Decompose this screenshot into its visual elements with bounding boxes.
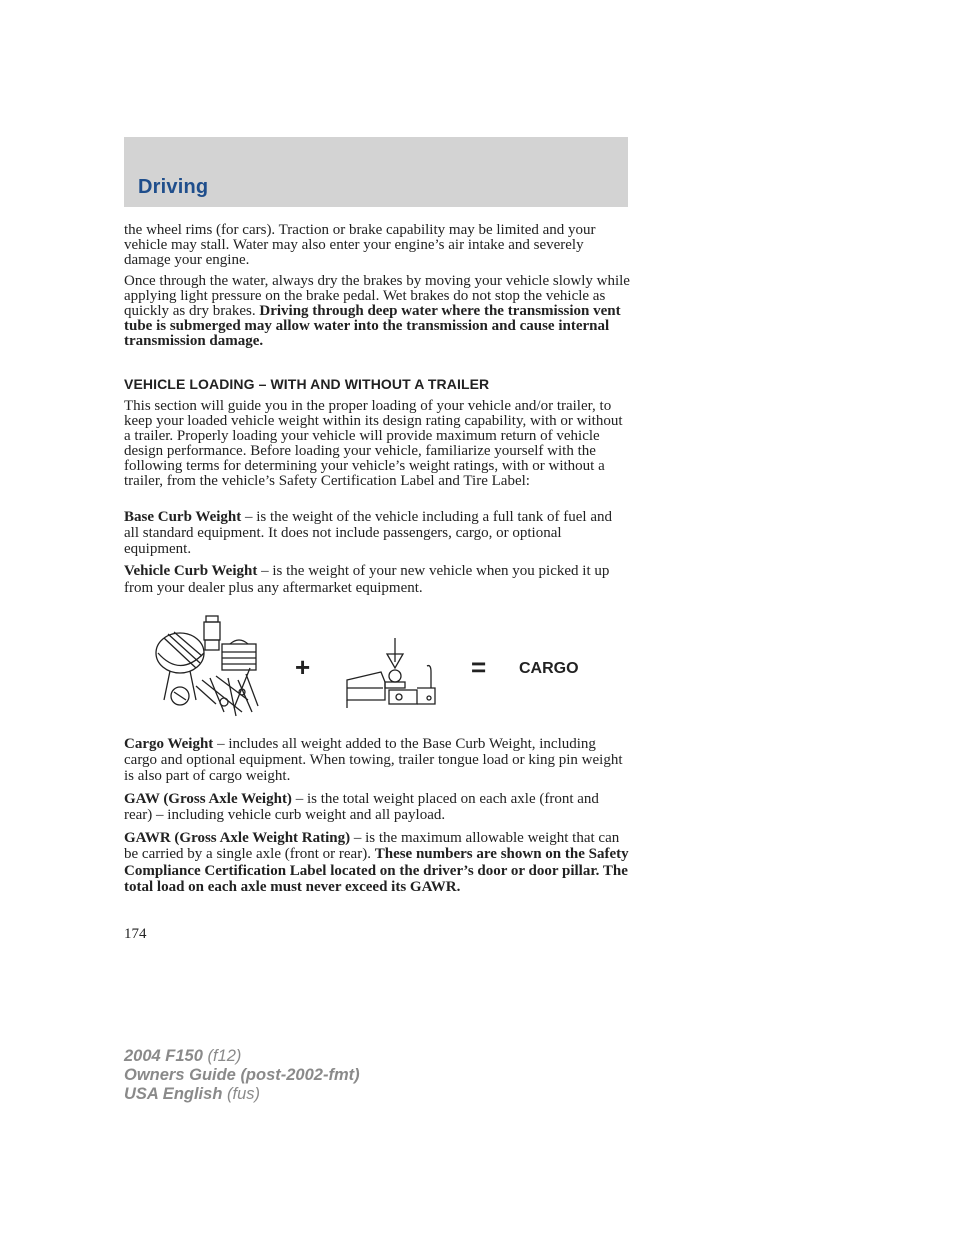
def-gawr: – is the maximum allowable weight that can be carried by a single axle (front or rear). [124,830,620,863]
footer-language: USA English [124,1085,223,1103]
term-gaw: GAW (Gross Axle Weight) [124,791,292,807]
page-number: 174 [124,926,147,942]
footer-guide: Owners Guide (post-2002-fmt) [124,1066,360,1084]
tongue-load-icon [345,636,440,726]
definition-base-curb-weight [124,509,630,557]
term-gawr: GAWR (Gross Axle Weight Rating) [124,830,351,846]
footer-line-language [124,1085,360,1104]
definition-cargo-weight [124,736,630,784]
def-vehicle-curb-weight: – is the weight of your new vehicle when you picked it up from your dealer plus any aftermarket equipment. [124,563,610,596]
cargo-result-label: CARGO [519,660,579,677]
document-footer [124,1047,360,1104]
section-title: Driving [138,176,209,198]
cargo-items-icon [150,608,280,723]
equals-operator: = [471,652,487,682]
footer-model: 2004 F150 [124,1047,203,1065]
def-cargo-weight: – includes all weight added to the Base Curb Weight, including cargo and optional equipment. When towing, trailer tongue load or king pin weight is also part of cargo weight. [124,736,623,784]
footer-model-code: (f12) [202,1047,242,1065]
definition-gawr [124,830,630,895]
term-cargo-weight: Cargo Weight [124,736,214,752]
gawr-warning: These numbers are shown on the Safety Compliance Certification Label located on the driver’s door or door pillar. The total load on each axle must never exceed its GAWR. [124,846,629,895]
plus-operator: + [295,652,311,682]
term-vehicle-curb-weight: Vehicle Curb Weight [124,563,258,579]
def-gaw: – is the total weight placed on each axle (front and rear) – including vehicle curb weight and all payload. [124,791,599,823]
term-base-curb-weight: Base Curb Weight [124,509,242,525]
paragraph-loading-intro: This section will guide you in the proper loading of your vehicle and/or trailer, to keep your loaded vehicle weight within its design rating capability, with or without a trailer. Properly loading your vehicle will provide maximum return of vehicle design performance. Before loading your vehicle, familiarize yourself with the following terms for determining your vehicle’s weight ratings, with or without a trailer, from the vehicle’s Safety Certification Label and Tire Label: [124,398,623,489]
definition-vehicle-curb-weight [124,563,630,597]
def-base-curb-weight: – is the weight of the vehicle including a full tank of fuel and all standard equipment. It does not include passengers, cargo, or optional equipment. [124,509,612,557]
footer-language-code: (fus) [222,1085,260,1103]
footer-line-guide [124,1066,360,1085]
paragraph-dry-brakes [124,274,630,349]
definition-gaw [124,791,630,823]
paragraph-wheel-rims: the wheel rims (for cars). Traction or brake capability may be limited and your vehicle may stall. Water may also enter your engine’s air intake and severely damage your engine. [124,222,596,268]
vehicle-loading-heading: VEHICLE LOADING – WITH AND WITHOUT A TRAILER [124,376,490,392]
deep-water-warning: Driving through deep water where the transmission vent tube is submerged may allow water into the transmission and cause internal transmission damage. [124,303,621,349]
footer-line-model [124,1047,360,1066]
dry-brakes-text: Once through the water, always dry the brakes by moving your vehicle slowly while applying light pressure on the brake pedal. Wet brakes do not stop the vehicle as quickly as dry brakes. [124,273,630,319]
